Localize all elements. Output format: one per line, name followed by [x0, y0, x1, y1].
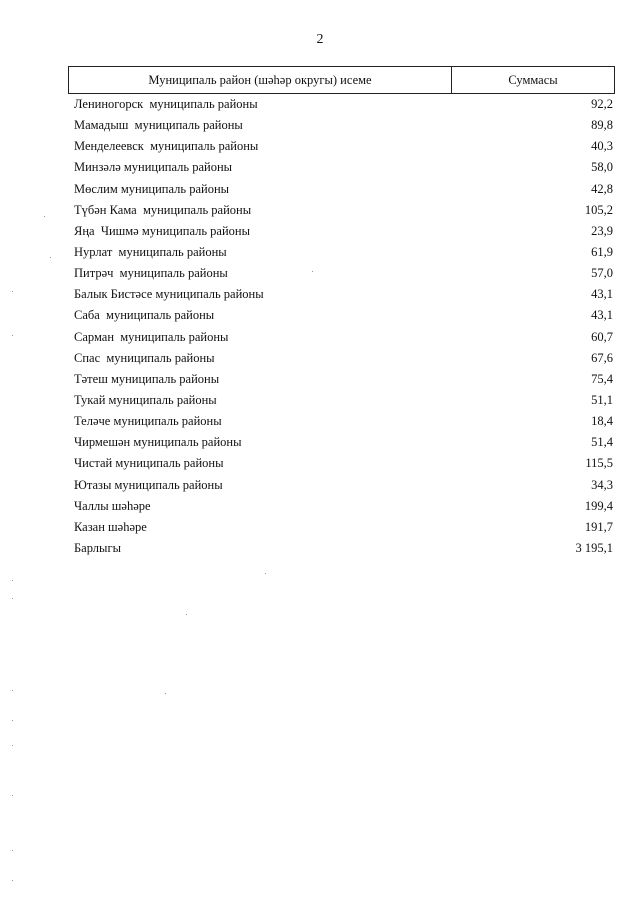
district-name: Минзәлә муниципаль районы: [74, 160, 233, 175]
district-name: Тәтеш муниципаль районы: [74, 371, 220, 386]
district-sum: 105,2: [584, 202, 613, 217]
district-sum: 60,7: [591, 329, 613, 344]
allocation-table: [68, 66, 615, 559]
scan-speck: [12, 880, 13, 881]
scan-speck: [12, 598, 13, 599]
district-sum: 18,4: [591, 414, 613, 429]
header-district-name: Муниципаль район (шәһәр округы) исеме: [69, 67, 452, 93]
district-name: Сарман муниципаль районы: [74, 329, 229, 344]
district-sum: 42,8: [591, 181, 613, 196]
table-row: [68, 284, 615, 305]
table-body: [68, 94, 615, 559]
district-sum: 40,3: [591, 139, 613, 154]
district-name: Нурлат муниципаль районы: [74, 245, 227, 260]
district-name: Питрәч муниципаль районы: [74, 266, 228, 281]
table-header: [68, 66, 615, 94]
district-name: Саба муниципаль районы: [74, 308, 215, 323]
district-name: Мамадыш муниципаль районы: [74, 118, 243, 133]
table-row: [68, 538, 615, 559]
scan-speck: [12, 580, 13, 581]
table-row: [68, 390, 615, 411]
scan-speck: [50, 257, 51, 258]
scan-speck: [186, 614, 187, 615]
table-row: [68, 157, 615, 178]
district-name: Яңа Чишмә муниципаль районы: [74, 223, 251, 238]
district-name: Барлыгы: [74, 541, 121, 556]
table-row: [68, 475, 615, 496]
table-row: [68, 369, 615, 390]
table-row: [68, 263, 615, 284]
district-sum: 191,7: [584, 519, 613, 534]
district-sum: 57,0: [591, 266, 613, 281]
district-sum: 67,6: [591, 350, 613, 365]
table-row: [68, 221, 615, 242]
district-name: Балык Бистәсе муниципаль районы: [74, 287, 264, 302]
district-name: Тукай муниципаль районы: [74, 393, 217, 408]
scan-speck: [12, 745, 13, 746]
district-name: Ютазы муниципаль районы: [74, 477, 223, 492]
district-sum: 58,0: [591, 160, 613, 175]
table-row: [68, 115, 615, 136]
scan-speck: [12, 291, 13, 292]
scan-speck: [265, 573, 266, 574]
district-sum: 89,8: [591, 118, 613, 133]
district-name: Чирмешән муниципаль районы: [74, 435, 242, 450]
scan-speck: [44, 216, 45, 217]
district-sum: 61,9: [591, 245, 613, 260]
table-row: [68, 136, 615, 157]
scan-speck: [12, 850, 13, 851]
table-row: [68, 200, 615, 221]
table-row: [68, 517, 615, 538]
table-row: [68, 94, 615, 115]
scan-speck: [12, 720, 13, 721]
district-sum: 115,5: [585, 456, 613, 471]
table-row: [68, 411, 615, 432]
scan-speck: [312, 271, 313, 272]
district-name: Чистай муниципаль районы: [74, 456, 224, 471]
district-name: Спас муниципаль районы: [74, 350, 215, 365]
header-sum: Суммасы: [508, 72, 558, 87]
district-name: Менделеевск муниципаль районы: [74, 139, 259, 154]
table-row: [68, 348, 615, 369]
table-row: [68, 179, 615, 200]
district-name: Чаллы шәһәре: [74, 498, 151, 513]
table-row: [68, 496, 615, 517]
district-name: Лениногорск муниципаль районы: [74, 97, 258, 112]
district-name: Мөслим муниципаль районы: [74, 181, 230, 196]
district-sum: 75,4: [591, 371, 613, 386]
district-name: Теләче муниципаль районы: [74, 414, 222, 429]
district-sum: 34,3: [591, 477, 613, 492]
district-name: Казан шәһәре: [74, 519, 147, 534]
district-name: Түбән Кама муниципаль районы: [74, 202, 252, 217]
district-sum: 3 195,1: [575, 541, 613, 556]
table-row: [68, 242, 615, 263]
scan-speck: [12, 795, 13, 796]
district-sum: 199,4: [584, 498, 613, 513]
table-row: [68, 432, 615, 453]
table-row: [68, 327, 615, 348]
scan-speck: [12, 690, 13, 691]
page-number: 2: [316, 32, 324, 47]
district-sum: 43,1: [591, 308, 613, 323]
table-row: [68, 305, 615, 326]
district-sum: 23,9: [591, 223, 613, 238]
district-sum: 92,2: [591, 97, 613, 112]
scan-speck: [165, 693, 166, 694]
district-sum: 51,4: [591, 435, 613, 450]
scan-speck: [12, 335, 13, 336]
district-sum: 51,1: [591, 393, 613, 408]
table-row: [68, 453, 615, 474]
district-sum: 43,1: [591, 287, 613, 302]
